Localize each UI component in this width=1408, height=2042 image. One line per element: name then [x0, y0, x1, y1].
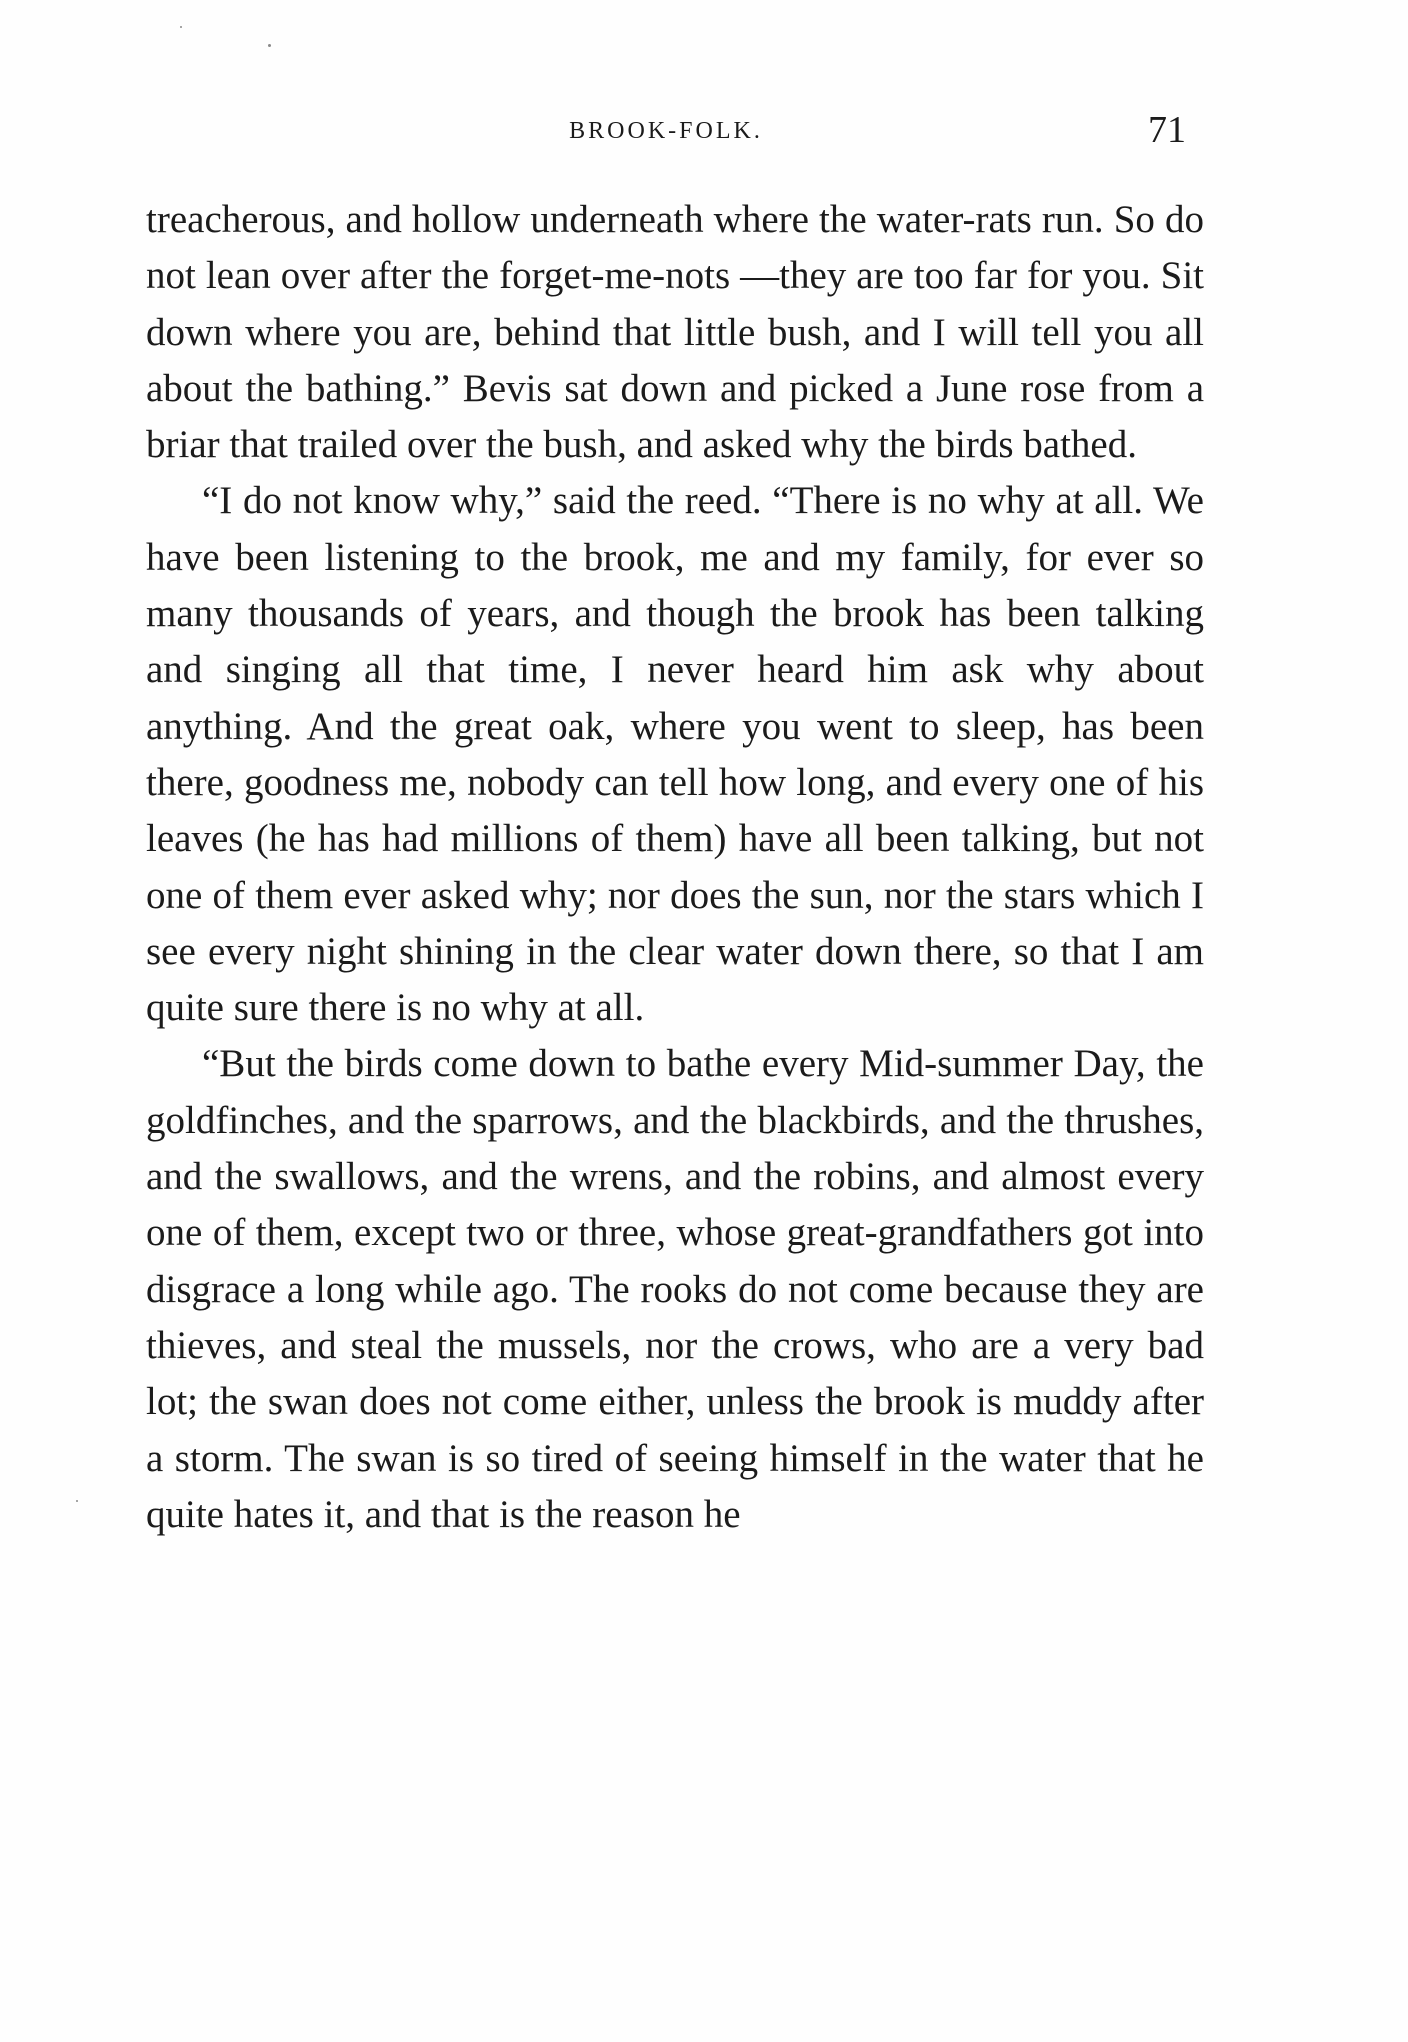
- paragraph-3: “But the birds come down to bathe every Mid-summer Day, the goldfinches, and the sparrows, and the blackbirds, and the thrushes, and the swallows, and the wrens, and the robins, and almost every one of them, except two or three, whose great-grandfathers got into disgrace a long while ago. The rooks do not come because they are thieves, and steal the mussels, nor the crows, who are a very bad lot; the swan does not come either, unless the brook is muddy after a storm. The swan is so tired of seeing himself in the water that he quite hates it, and that is the reason he: [146, 1042, 1204, 1536]
- paragraph-2: “I do not know why,” said the reed. “There is no why at all. We have been listening to the brook, me and my family, for ever so many thousands of years, and though the brook has been talking and singing all that time, I never heard him ask why about anything. And the great oak, where you went to sleep, has been there, goodness me, nobody can tell how long, and every one of his leaves (he has had millions of them) have all been talking, but not one of them ever asked why; nor does the sun, nor the stars which I see every night shining in the clear water down there, so that I am quite sure there is no why at all.: [146, 479, 1204, 1030]
- paper-speck: [180, 26, 182, 28]
- paper-speck: [76, 1500, 78, 1502]
- body-text: [146, 192, 1204, 1543]
- paragraph-1: treacherous, and hollow underneath where the water-rats run. So do not lean over after the forget-me-nots —they are too far for you. Sit down where you are, behind that little bush, and I will tell you all about the bathing.” Bevis sat down and picked a June rose from a briar that trailed over the bush, and asked why the birds bathed.: [146, 198, 1204, 467]
- page-number: 71: [1148, 109, 1186, 151]
- paper-speck: [268, 44, 271, 47]
- running-header: [146, 108, 1186, 158]
- running-title: BROOK-FOLK.: [569, 118, 763, 144]
